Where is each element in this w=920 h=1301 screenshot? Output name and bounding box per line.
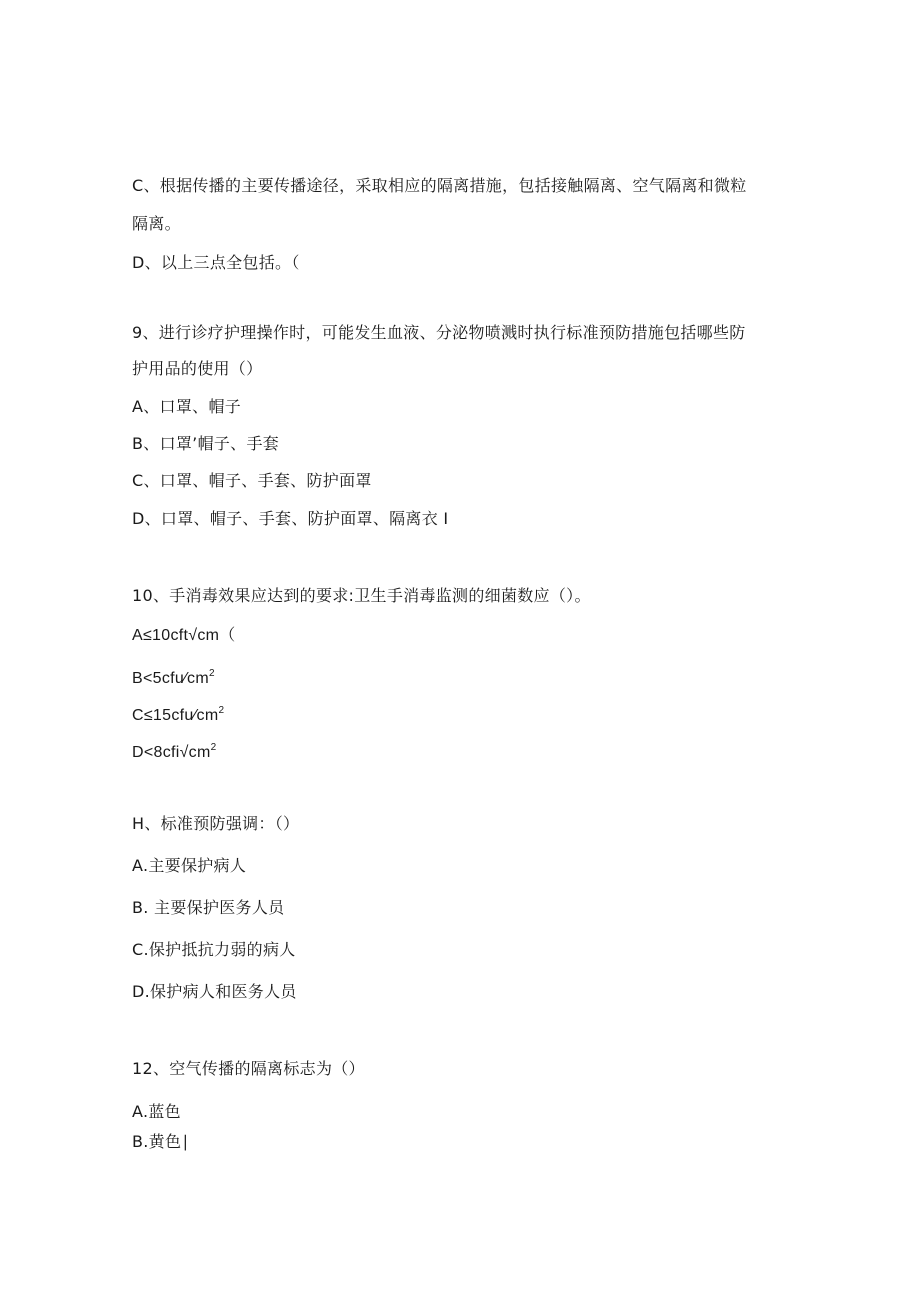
q9-stem-line2: 护用品的使用（） xyxy=(132,359,263,378)
q8-option-d: D、以上三点全包括。（ xyxy=(132,253,300,272)
q11-option-a: A.主要保护病人 xyxy=(132,856,247,875)
q10-option-d-superscript: 2 xyxy=(210,742,217,753)
q9-option-d: D、口罩、帽子、手套、防护面罩、隔离衣 I xyxy=(132,509,449,528)
q12-option-a: A.蓝色 xyxy=(132,1102,181,1121)
q12-stem: 12、空气传播的隔离标志为（） xyxy=(132,1059,365,1078)
q10-option-b xyxy=(132,669,215,689)
q10-option-a: A≤10cft√cm（ xyxy=(132,627,236,644)
q10-option-c-superscript: 2 xyxy=(218,705,225,716)
q11-option-c: C.保护抵抗力弱的病人 xyxy=(132,940,296,959)
q10-option-d xyxy=(132,743,216,763)
q8-option-c-line2: 隔离。 xyxy=(132,214,181,233)
q10-option-b-text: B<5cfu⁄cm xyxy=(132,670,209,687)
q9-option-b: B、口罩’帽子、手套 xyxy=(132,434,280,453)
q9-option-a: A、口罩、帽子 xyxy=(132,397,242,416)
q8-option-c-line1: C、根据传播的主要传播途径，采取相应的隔离措施，包括接触隔离、空气隔离和微粒 xyxy=(132,176,747,195)
q12-option-b: B.黄色∣ xyxy=(132,1132,190,1151)
q10-option-c-text: C≤15cfu⁄cm xyxy=(132,707,219,724)
q11-option-d: D.保护病人和医务人员 xyxy=(132,982,297,1001)
q10-option-d-text: D<8cfi√cm xyxy=(132,744,211,761)
q10-option-c xyxy=(132,706,224,726)
q11-stem: H、标准预防强调：（） xyxy=(132,814,300,833)
q9-stem-line1: 9、进行诊疗护理操作时，可能发生血液、分泌物喷溅时执行标准预防措施包括哪些防 xyxy=(132,323,746,342)
q9-option-c: C、口罩、帽子、手套、防护面罩 xyxy=(132,471,372,490)
q11-option-b: B. 主要保护医务人员 xyxy=(132,898,285,917)
q10-option-b-superscript: 2 xyxy=(208,668,215,679)
q10-stem: 10、手消毒效果应达到的要求:卫生手消毒监测的细菌数应（）。 xyxy=(132,586,591,605)
